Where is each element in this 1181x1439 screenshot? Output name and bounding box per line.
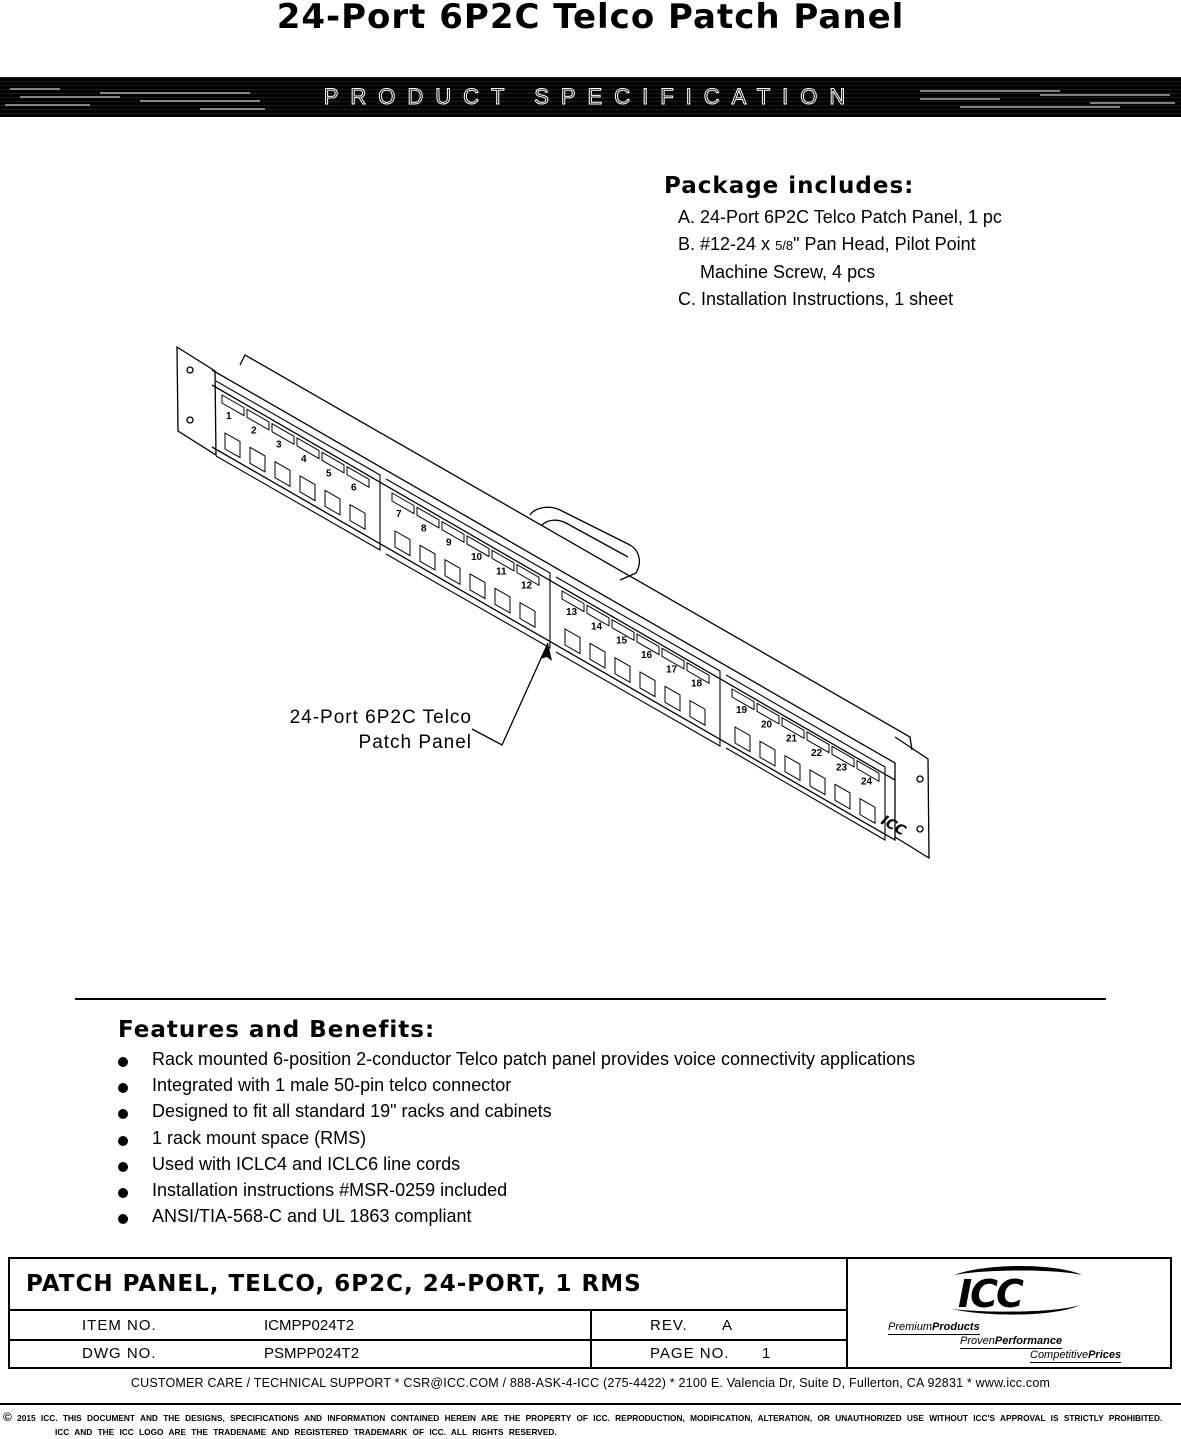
port-number: 23: [836, 762, 848, 774]
callout-line: Patch Panel: [358, 732, 472, 753]
icc-logo-area: [850, 1259, 1170, 1367]
jack-port: [810, 770, 825, 795]
product-specification-banner: [0, 77, 1181, 117]
product-name: PATCH PANEL, TELCO, 6P2C, 24-PORT, 1 RMS: [10, 1259, 848, 1311]
jack-port: [860, 799, 875, 824]
footer-divider: [0, 1403, 1181, 1405]
port-number: 18: [691, 678, 703, 690]
jack-port: [565, 629, 580, 654]
port-number: 16: [641, 649, 653, 661]
port-number: 1: [226, 411, 232, 422]
port-number: 20: [761, 719, 773, 731]
jack-port: [250, 447, 265, 472]
bullet-icon: [118, 1057, 128, 1067]
jack-port: [395, 531, 410, 556]
port-number: 14: [591, 621, 603, 633]
jack-port: [445, 560, 460, 585]
package-heading: Package includes:: [664, 173, 915, 199]
bullet-icon: [118, 1109, 128, 1119]
feature-item: Used with ICLC4 and ICLC6 line cords: [118, 1151, 915, 1177]
jack-port: [590, 643, 605, 668]
copyright-icon: ©: [3, 1410, 12, 1424]
jack-port: [615, 658, 630, 683]
jack-port: [785, 756, 800, 781]
package-item: Machine Screw, 4 pcs: [700, 262, 876, 282]
jack-port: [420, 545, 435, 570]
bullet-icon: [118, 1136, 128, 1146]
icc-logo-icon: [946, 1265, 1086, 1315]
port-number: 3: [276, 439, 282, 451]
item-label: ITEM NO.: [82, 1317, 157, 1334]
port-number: 15: [616, 635, 628, 647]
jack-port: [350, 505, 365, 530]
callout-line: 24-Port 6P2C Telco: [289, 707, 472, 728]
package-item: A. 24-Port 6P2C Telco Patch Panel, 1 pc: [678, 207, 1002, 227]
port-number: 9: [446, 537, 452, 549]
feature-item: 1 rack mount space (RMS): [118, 1125, 915, 1151]
dwg-label: DWG NO.: [82, 1345, 157, 1362]
port-number: 19: [736, 705, 748, 716]
tagline: ProvenPerformance: [960, 1335, 1063, 1347]
page-label: PAGE NO.: [650, 1345, 730, 1362]
item-value: ICMPP024T2: [264, 1317, 355, 1334]
banner-text: PRODUCT SPECIFICATION: [323, 84, 858, 109]
port-number: 17: [666, 664, 678, 676]
feature-item: Installation instructions #MSR-0259 included: [118, 1177, 915, 1203]
legal-notice: © 2015 ICC. THIS DOCUMENT AND THE DESIGNS, SPECIFICATIONS AND INFORMATION CONTAINED HEREIN ARE THE PROPERTY OF ICC. REPRODUCTION, MODIFICATION, ALTERATION, OR UNAUTHORIZED USE WITHOUT ICC'S APPROVAL IS STRICTLY PROHIBITED. ICC AND THE ICC LOGO ARE THE TRADENAME AND REGISTERED TRADEMARK OF ICC. ALL RIGHTS RESERVED.: [3, 1410, 1163, 1437]
port-number: 11: [496, 566, 507, 578]
jack-port: [520, 603, 535, 628]
features-heading: Features and Benefits:: [118, 1017, 436, 1043]
bullet-icon: [118, 1188, 128, 1198]
package-item: C. Installation Instructions, 1 sheet: [678, 288, 954, 309]
bullet-icon: [118, 1162, 128, 1172]
jack-port: [225, 433, 240, 458]
port-number: 12: [521, 580, 533, 592]
features-and-benefits: [118, 1016, 915, 1229]
jack-port: [690, 701, 705, 726]
contact-line: CUSTOMER CARE / TECHNICAL SUPPORT * CSR@ICC.COM / 888-ASK-4-ICC (275-4422) * 2100 E. Valencia Dr, Suite D, Fullerton, CA 92831 * www.icc.com: [130, 1376, 1051, 1390]
port-number: 21: [786, 733, 798, 745]
feature-item: Rack mounted 6-position 2-conductor Telco patch panel provides voice connectivity applications: [118, 1046, 915, 1072]
section-divider: [75, 998, 1106, 1000]
panel-logo: ICC: [878, 812, 909, 840]
rev-label: REV.: [650, 1317, 688, 1334]
patch-panel-drawing: [150, 335, 940, 865]
page-title: 24-Port 6P2C Telco Patch Panel: [276, 0, 905, 37]
title-block: [8, 1257, 1172, 1369]
tagline: PremiumProducts: [888, 1321, 980, 1333]
svg-text:ICC: ICC: [958, 1272, 1022, 1315]
page-value: 1: [762, 1345, 771, 1362]
jack-port: [275, 462, 290, 487]
jack-port: [640, 672, 655, 697]
package-includes: [664, 172, 1002, 312]
package-item: B. #12-24 x 5/8" Pan Head, Pilot Point: [678, 233, 976, 254]
dwg-row: [10, 1341, 848, 1367]
port-number: 10: [471, 551, 483, 563]
jack-port: [470, 574, 485, 599]
port-number: 24: [861, 776, 873, 788]
feature-item: ANSI/TIA-568-C and UL 1863 compliant: [118, 1203, 915, 1229]
jack-port: [325, 490, 340, 515]
jack-port: [665, 686, 680, 711]
jack-port: [835, 784, 850, 809]
feature-item: Integrated with 1 male 50-pin telco connector: [118, 1072, 915, 1098]
rev-value: A: [722, 1317, 733, 1334]
bullet-icon: [118, 1214, 128, 1224]
port-number: 13: [566, 607, 578, 618]
callout-leader: [472, 643, 548, 745]
panel-callout-label: [236, 705, 472, 755]
bullet-icon: [118, 1083, 128, 1093]
jack-port: [300, 476, 315, 501]
tagline: CompetitivePrices: [1030, 1349, 1122, 1361]
port-number: 4: [301, 453, 307, 465]
jack-port: [735, 727, 750, 752]
jack-port: [760, 741, 775, 766]
port-number: 22: [811, 747, 823, 759]
feature-item: Designed to fit all standard 19" racks and cabinets: [118, 1098, 915, 1124]
jack-port: [495, 588, 510, 613]
item-row: [10, 1311, 848, 1341]
port-number: 8: [421, 523, 427, 535]
dwg-value: PSMPP024T2: [264, 1345, 360, 1362]
port-number: 6: [351, 482, 357, 494]
port-number: 2: [251, 425, 257, 437]
port-number: 7: [396, 509, 402, 520]
port-number: 5: [326, 468, 332, 480]
